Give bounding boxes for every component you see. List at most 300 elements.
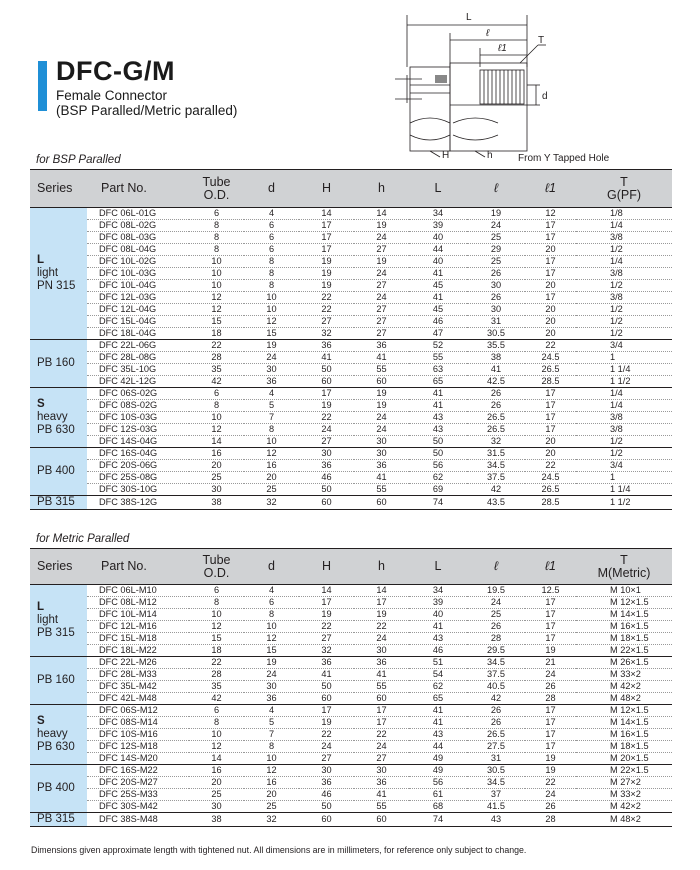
d-cell: 19 bbox=[244, 657, 299, 669]
table-row bbox=[30, 328, 672, 340]
part-number-cell: DFC 10S-M16 bbox=[87, 729, 189, 741]
L-cell: 50 bbox=[409, 448, 467, 460]
L-cell: 52 bbox=[409, 340, 467, 352]
table-row bbox=[30, 693, 672, 705]
l1-cell: 26.5 bbox=[525, 364, 576, 376]
H-cell: 14 bbox=[299, 585, 354, 597]
table-row bbox=[30, 729, 672, 741]
l-cell: 29 bbox=[467, 244, 525, 256]
H-cell: 22 bbox=[299, 292, 354, 304]
series-cell bbox=[30, 705, 87, 765]
thread-cell: 1/2 bbox=[576, 436, 672, 448]
table-row bbox=[30, 376, 672, 388]
part-number-cell: DFC 12L-04G bbox=[87, 304, 189, 316]
H-cell: 30 bbox=[299, 448, 354, 460]
table-row bbox=[30, 220, 672, 232]
H-cell: 22 bbox=[299, 412, 354, 424]
l-cell: 26 bbox=[467, 268, 525, 280]
h-cell: 27 bbox=[354, 753, 409, 765]
part-number-cell: DFC 22L-M26 bbox=[87, 657, 189, 669]
part-number-cell: DFC 30S-M42 bbox=[87, 801, 189, 813]
l1-cell: 17 bbox=[525, 717, 576, 729]
tube-od-cell: 12 bbox=[189, 424, 244, 436]
l1-cell: 17 bbox=[525, 412, 576, 424]
L-cell: 40 bbox=[409, 232, 467, 244]
tube-od-cell: 8 bbox=[189, 400, 244, 412]
d-cell: 4 bbox=[244, 705, 299, 717]
d-cell: 16 bbox=[244, 777, 299, 789]
d-cell: 6 bbox=[244, 597, 299, 609]
series-cell bbox=[30, 813, 87, 827]
thread-cell: M 12×1.5 bbox=[576, 597, 672, 609]
L-cell: 46 bbox=[409, 645, 467, 657]
l-cell: 26 bbox=[467, 621, 525, 633]
table-row bbox=[30, 609, 672, 621]
thread-cell: M 16×1.5 bbox=[576, 729, 672, 741]
H-cell: 60 bbox=[299, 693, 354, 705]
d-cell: 8 bbox=[244, 424, 299, 436]
tube-od-cell: 25 bbox=[189, 472, 244, 484]
thread-cell: M 42×2 bbox=[576, 801, 672, 813]
l-cell: 30 bbox=[467, 304, 525, 316]
L-cell: 43 bbox=[409, 633, 467, 645]
d-cell: 36 bbox=[244, 693, 299, 705]
l-cell: 42.5 bbox=[467, 376, 525, 388]
l-cell: 26 bbox=[467, 388, 525, 400]
L-cell: 47 bbox=[409, 328, 467, 340]
part-number-cell: DFC 22L-06G bbox=[87, 340, 189, 352]
L-cell: 44 bbox=[409, 244, 467, 256]
l1-cell: 28.5 bbox=[525, 496, 576, 510]
l1-cell: 17 bbox=[525, 424, 576, 436]
tube-od-cell: 8 bbox=[189, 244, 244, 256]
subtitle-line-1: Female Connector bbox=[56, 88, 168, 103]
header-tube-line2: O.D. bbox=[203, 565, 230, 580]
H-cell: 50 bbox=[299, 801, 354, 813]
H-cell: 17 bbox=[299, 220, 354, 232]
dim-T-label: T bbox=[538, 35, 545, 46]
tube-od-cell: 10 bbox=[189, 268, 244, 280]
H-cell: 19 bbox=[299, 256, 354, 268]
d-cell: 25 bbox=[244, 801, 299, 813]
L-cell: 49 bbox=[409, 753, 467, 765]
part-number-cell: DFC 14S-04G bbox=[87, 436, 189, 448]
h-cell: 24 bbox=[354, 268, 409, 280]
H-cell: 27 bbox=[299, 316, 354, 328]
H-cell: 17 bbox=[299, 597, 354, 609]
header-thread-line2: G(PF) bbox=[606, 187, 642, 202]
H-cell: 22 bbox=[299, 304, 354, 316]
d-cell: 12 bbox=[244, 448, 299, 460]
thread-cell: M 26×1.5 bbox=[576, 657, 672, 669]
l1-cell: 24 bbox=[525, 789, 576, 801]
dim-H-label: H bbox=[442, 150, 450, 161]
L-cell: 46 bbox=[409, 316, 467, 328]
tube-od-cell: 18 bbox=[189, 328, 244, 340]
H-cell: 27 bbox=[299, 633, 354, 645]
tube-od-cell: 12 bbox=[189, 621, 244, 633]
H-cell: 22 bbox=[299, 729, 354, 741]
l-cell: 43 bbox=[467, 813, 525, 827]
part-number-cell: DFC 30S-10G bbox=[87, 484, 189, 496]
connector-diagram bbox=[380, 5, 580, 165]
L-cell: 41 bbox=[409, 292, 467, 304]
tube-od-cell: 6 bbox=[189, 585, 244, 597]
d-cell: 20 bbox=[244, 789, 299, 801]
H-cell: 60 bbox=[299, 376, 354, 388]
part-number-cell: DFC 35L-M42 bbox=[87, 681, 189, 693]
H-cell: 50 bbox=[299, 364, 354, 376]
h-cell: 36 bbox=[354, 657, 409, 669]
d-cell: 10 bbox=[244, 753, 299, 765]
tube-od-cell: 15 bbox=[189, 316, 244, 328]
table-row bbox=[30, 496, 672, 510]
l1-cell: 17 bbox=[525, 388, 576, 400]
H-cell: 50 bbox=[299, 484, 354, 496]
header-H: H bbox=[299, 549, 354, 585]
footnote: Dimensions given approximate length with tightened nut. All dimensions are in millimeters, for reference only subject to change. bbox=[31, 845, 527, 855]
l1-cell: 20 bbox=[525, 316, 576, 328]
d-cell: 32 bbox=[244, 813, 299, 827]
l-cell: 31 bbox=[467, 753, 525, 765]
H-cell: 27 bbox=[299, 753, 354, 765]
l-cell: 38 bbox=[467, 352, 525, 364]
l-cell: 25 bbox=[467, 609, 525, 621]
part-number-cell: DFC 35L-10G bbox=[87, 364, 189, 376]
tube-od-cell: 14 bbox=[189, 753, 244, 765]
header-H: H bbox=[299, 170, 354, 208]
thread-cell: 3/8 bbox=[576, 268, 672, 280]
d-cell: 4 bbox=[244, 585, 299, 597]
l-cell: 31.5 bbox=[467, 448, 525, 460]
series-cell bbox=[30, 388, 87, 448]
thread-cell: 1/2 bbox=[576, 316, 672, 328]
part-number-cell: DFC 06S-M12 bbox=[87, 705, 189, 717]
l1-cell: 17 bbox=[525, 729, 576, 741]
thread-cell: 1 bbox=[576, 472, 672, 484]
L-cell: 43 bbox=[409, 424, 467, 436]
h-cell: 55 bbox=[354, 681, 409, 693]
l1-cell: 12 bbox=[525, 208, 576, 220]
thread-cell: 1/2 bbox=[576, 448, 672, 460]
L-cell: 39 bbox=[409, 220, 467, 232]
L-cell: 34 bbox=[409, 585, 467, 597]
series-cell bbox=[30, 496, 87, 510]
thread-cell: 1/2 bbox=[576, 244, 672, 256]
bsp-table-body bbox=[30, 208, 672, 510]
thread-cell: 3/4 bbox=[576, 460, 672, 472]
l-cell: 40.5 bbox=[467, 681, 525, 693]
l-cell: 29.5 bbox=[467, 645, 525, 657]
thread-cell: 3/8 bbox=[576, 412, 672, 424]
l1-cell: 28 bbox=[525, 813, 576, 827]
series-line: PB 630 bbox=[37, 741, 75, 753]
l1-cell: 17 bbox=[525, 621, 576, 633]
table-row bbox=[30, 304, 672, 316]
l1-cell: 22 bbox=[525, 340, 576, 352]
l1-cell: 22 bbox=[525, 777, 576, 789]
header-tube-od bbox=[189, 549, 244, 585]
thread-cell: M 18×1.5 bbox=[576, 633, 672, 645]
H-cell: 60 bbox=[299, 496, 354, 510]
thread-cell: 1 1/4 bbox=[576, 484, 672, 496]
table-row bbox=[30, 256, 672, 268]
l-cell: 30.5 bbox=[467, 765, 525, 777]
h-cell: 41 bbox=[354, 472, 409, 484]
tube-od-cell: 30 bbox=[189, 801, 244, 813]
header-l1: ℓ1 bbox=[525, 549, 576, 585]
table-row bbox=[30, 232, 672, 244]
l-cell: 24 bbox=[467, 597, 525, 609]
d-cell: 19 bbox=[244, 340, 299, 352]
h-cell: 19 bbox=[354, 609, 409, 621]
L-cell: 43 bbox=[409, 729, 467, 741]
L-cell: 45 bbox=[409, 304, 467, 316]
table-row bbox=[30, 789, 672, 801]
thread-cell: M 22×1.5 bbox=[576, 765, 672, 777]
series-cell bbox=[30, 208, 87, 340]
l-cell: 31 bbox=[467, 316, 525, 328]
thread-cell: M 10×1 bbox=[576, 585, 672, 597]
H-cell: 22 bbox=[299, 621, 354, 633]
part-number-cell: DFC 12S-M18 bbox=[87, 741, 189, 753]
d-cell: 8 bbox=[244, 268, 299, 280]
h-cell: 14 bbox=[354, 585, 409, 597]
l-cell: 26 bbox=[467, 705, 525, 717]
header-series: Series bbox=[30, 549, 87, 585]
l1-cell: 17 bbox=[525, 292, 576, 304]
table-row bbox=[30, 669, 672, 681]
l-cell: 37.5 bbox=[467, 472, 525, 484]
h-cell: 30 bbox=[354, 448, 409, 460]
dim-l1-label: ℓ1 bbox=[498, 43, 507, 54]
series-line: PB 400 bbox=[37, 782, 75, 794]
part-number-cell: DFC 14S-M20 bbox=[87, 753, 189, 765]
h-cell: 60 bbox=[354, 376, 409, 388]
d-cell: 8 bbox=[244, 280, 299, 292]
metric-section-label: for Metric Paralled bbox=[36, 533, 130, 545]
tube-od-cell: 28 bbox=[189, 669, 244, 681]
l1-cell: 20 bbox=[525, 436, 576, 448]
series-line: light bbox=[37, 614, 59, 626]
L-cell: 41 bbox=[409, 621, 467, 633]
tube-od-cell: 22 bbox=[189, 340, 244, 352]
tube-od-cell: 10 bbox=[189, 609, 244, 621]
l-cell: 34.5 bbox=[467, 460, 525, 472]
H-cell: 36 bbox=[299, 460, 354, 472]
h-cell: 60 bbox=[354, 813, 409, 827]
l-cell: 37 bbox=[467, 789, 525, 801]
tube-od-cell: 38 bbox=[189, 813, 244, 827]
part-number-cell: DFC 42L-12G bbox=[87, 376, 189, 388]
part-number-cell: DFC 15L-M18 bbox=[87, 633, 189, 645]
H-cell: 19 bbox=[299, 717, 354, 729]
d-cell: 8 bbox=[244, 741, 299, 753]
thread-cell: 1 1/2 bbox=[576, 496, 672, 510]
l1-cell: 24.5 bbox=[525, 472, 576, 484]
part-number-cell: DFC 25S-08G bbox=[87, 472, 189, 484]
h-cell: 27 bbox=[354, 304, 409, 316]
L-cell: 43 bbox=[409, 412, 467, 424]
tube-od-cell: 8 bbox=[189, 220, 244, 232]
h-cell: 41 bbox=[354, 789, 409, 801]
thread-cell: 1/4 bbox=[576, 400, 672, 412]
L-cell: 69 bbox=[409, 484, 467, 496]
d-cell: 15 bbox=[244, 328, 299, 340]
L-cell: 41 bbox=[409, 388, 467, 400]
l1-cell: 17 bbox=[525, 633, 576, 645]
h-cell: 24 bbox=[354, 741, 409, 753]
part-number-cell: DFC 08S-02G bbox=[87, 400, 189, 412]
metric-table bbox=[30, 548, 672, 827]
l-cell: 30.5 bbox=[467, 328, 525, 340]
L-cell: 65 bbox=[409, 693, 467, 705]
h-cell: 22 bbox=[354, 621, 409, 633]
H-cell: 36 bbox=[299, 340, 354, 352]
l1-cell: 20 bbox=[525, 304, 576, 316]
tube-od-cell: 25 bbox=[189, 789, 244, 801]
table-row bbox=[30, 268, 672, 280]
d-cell: 24 bbox=[244, 352, 299, 364]
h-cell: 30 bbox=[354, 645, 409, 657]
table-row bbox=[30, 208, 672, 220]
h-cell: 24 bbox=[354, 633, 409, 645]
L-cell: 55 bbox=[409, 352, 467, 364]
l-cell: 34.5 bbox=[467, 777, 525, 789]
table-row bbox=[30, 705, 672, 717]
L-cell: 45 bbox=[409, 280, 467, 292]
table-row bbox=[30, 448, 672, 460]
thread-cell: 1/4 bbox=[576, 388, 672, 400]
dim-l-label: ℓ bbox=[486, 28, 490, 39]
h-cell: 17 bbox=[354, 717, 409, 729]
l-cell: 26.5 bbox=[467, 424, 525, 436]
h-cell: 19 bbox=[354, 400, 409, 412]
l1-cell: 28.5 bbox=[525, 376, 576, 388]
h-cell: 24 bbox=[354, 292, 409, 304]
h-cell: 60 bbox=[354, 693, 409, 705]
l-cell: 42 bbox=[467, 693, 525, 705]
header-l1: ℓ1 bbox=[525, 170, 576, 208]
series-cell bbox=[30, 448, 87, 496]
l1-cell: 17 bbox=[525, 609, 576, 621]
H-cell: 50 bbox=[299, 681, 354, 693]
L-cell: 74 bbox=[409, 813, 467, 827]
H-cell: 17 bbox=[299, 388, 354, 400]
tapped-hole-note: From Y Tapped Hole bbox=[518, 153, 610, 164]
thread-cell: M 16×1.5 bbox=[576, 621, 672, 633]
l-cell: 25 bbox=[467, 256, 525, 268]
table-row bbox=[30, 741, 672, 753]
d-cell: 32 bbox=[244, 496, 299, 510]
l1-cell: 26 bbox=[525, 681, 576, 693]
series-line: PB 160 bbox=[37, 674, 75, 686]
series-line: PB 160 bbox=[37, 357, 75, 369]
L-cell: 54 bbox=[409, 669, 467, 681]
L-cell: 56 bbox=[409, 460, 467, 472]
l1-cell: 20 bbox=[525, 328, 576, 340]
tube-od-cell: 16 bbox=[189, 448, 244, 460]
l-cell: 34.5 bbox=[467, 657, 525, 669]
d-cell: 10 bbox=[244, 292, 299, 304]
L-cell: 62 bbox=[409, 681, 467, 693]
L-cell: 50 bbox=[409, 436, 467, 448]
header-part-no: Part No. bbox=[87, 549, 189, 585]
h-cell: 55 bbox=[354, 801, 409, 813]
l-cell: 27.5 bbox=[467, 741, 525, 753]
product-title: DFC-G/M bbox=[56, 56, 175, 86]
part-number-cell: DFC 28L-08G bbox=[87, 352, 189, 364]
header-thread-line1: T bbox=[620, 174, 628, 189]
H-cell: 24 bbox=[299, 424, 354, 436]
h-cell: 36 bbox=[354, 340, 409, 352]
part-number-cell: DFC 10L-02G bbox=[87, 256, 189, 268]
H-cell: 19 bbox=[299, 268, 354, 280]
l-cell: 26.5 bbox=[467, 729, 525, 741]
table-row bbox=[30, 292, 672, 304]
header-tube-od bbox=[189, 170, 244, 208]
table-row bbox=[30, 813, 672, 827]
thread-cell: 1 1/2 bbox=[576, 376, 672, 388]
series-line: L bbox=[37, 254, 45, 266]
series-line: heavy bbox=[37, 728, 68, 740]
l-cell: 25 bbox=[467, 232, 525, 244]
d-cell: 10 bbox=[244, 304, 299, 316]
table-row bbox=[30, 316, 672, 328]
header-thread bbox=[576, 549, 672, 585]
part-number-cell: DFC 12L-03G bbox=[87, 292, 189, 304]
H-cell: 19 bbox=[299, 609, 354, 621]
thread-cell: 3/8 bbox=[576, 292, 672, 304]
part-number-cell: DFC 38S-M48 bbox=[87, 813, 189, 827]
l1-cell: 20 bbox=[525, 244, 576, 256]
l1-cell: 17 bbox=[525, 741, 576, 753]
l1-cell: 24 bbox=[525, 669, 576, 681]
h-cell: 41 bbox=[354, 669, 409, 681]
tube-od-cell: 8 bbox=[189, 717, 244, 729]
l-cell: 24 bbox=[467, 220, 525, 232]
l1-cell: 26 bbox=[525, 801, 576, 813]
thread-cell: M 12×1.5 bbox=[576, 705, 672, 717]
d-cell: 5 bbox=[244, 400, 299, 412]
tube-od-cell: 10 bbox=[189, 280, 244, 292]
d-cell: 10 bbox=[244, 621, 299, 633]
L-cell: 41 bbox=[409, 705, 467, 717]
tube-od-cell: 12 bbox=[189, 304, 244, 316]
tube-od-cell: 35 bbox=[189, 681, 244, 693]
thread-cell: 1/8 bbox=[576, 208, 672, 220]
series-line: PN 315 bbox=[37, 280, 76, 292]
L-cell: 41 bbox=[409, 400, 467, 412]
l1-cell: 20 bbox=[525, 280, 576, 292]
l-cell: 41.5 bbox=[467, 801, 525, 813]
header-thread-line1: T bbox=[620, 552, 628, 567]
h-cell: 41 bbox=[354, 352, 409, 364]
d-cell: 5 bbox=[244, 717, 299, 729]
thread-cell: M 22×1.5 bbox=[576, 645, 672, 657]
header-part-no: Part No. bbox=[87, 170, 189, 208]
series-line: PB 315 bbox=[37, 496, 75, 508]
L-cell: 40 bbox=[409, 256, 467, 268]
header-tube-line1: Tube bbox=[202, 552, 231, 567]
part-number-cell: DFC 06S-02G bbox=[87, 388, 189, 400]
d-cell: 12 bbox=[244, 316, 299, 328]
table-row bbox=[30, 424, 672, 436]
l1-cell: 17 bbox=[525, 232, 576, 244]
l1-cell: 19 bbox=[525, 645, 576, 657]
subtitle-line-2: (BSP Paralled/Metric paralled) bbox=[56, 103, 238, 118]
table-row bbox=[30, 352, 672, 364]
